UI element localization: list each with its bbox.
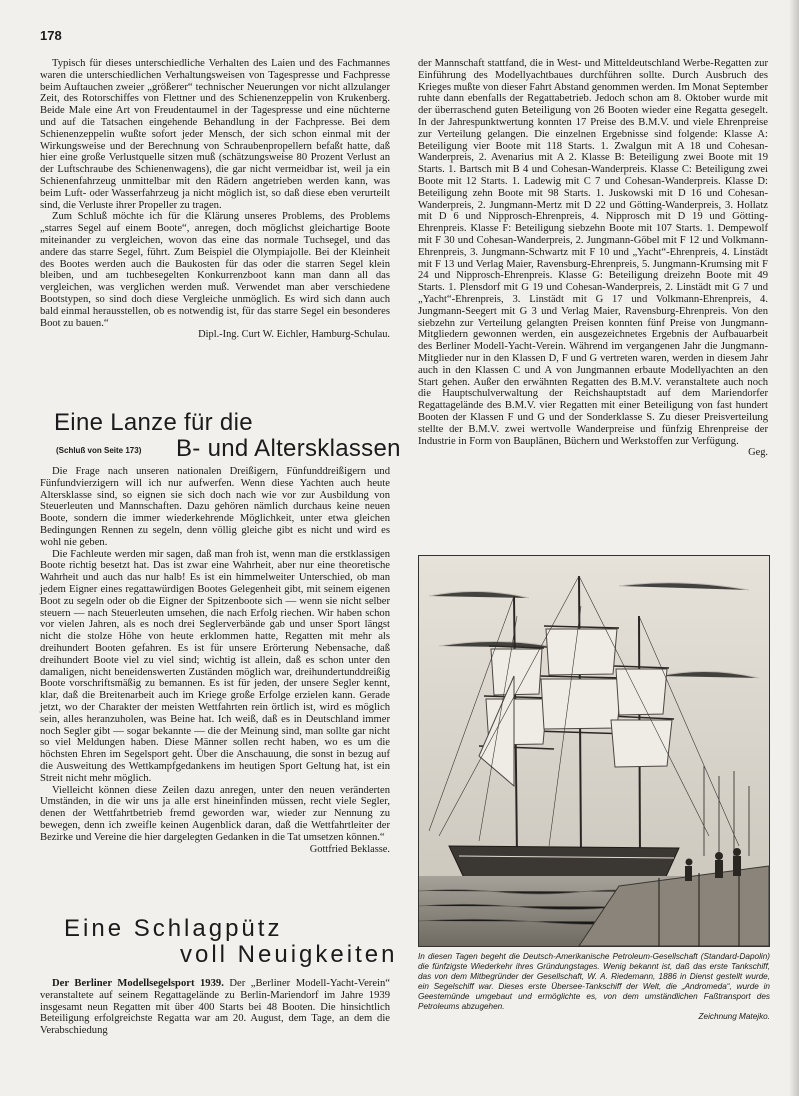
illustration-credit: Zeichnung Matejko. — [698, 1012, 770, 1021]
article-lead — [40, 978, 390, 1037]
paragraph: Die Fachleute werden mir sagen, daß man froh ist, wenn man die erstklassigen Boote richtig besetzt hat. Das ist zwar eine Wahrheit, aber nur eine theoretische Wahrheit und auch das nur halb! Es ist ein himmelweiter Unterschied, ob man jedem Eigner eines regattawürdigen Bootes Gelegenheit gibt, mit seinem eigenen Boot zu segeln oder ob die Eigner der Spitzenboote sich — wenn sie nicht selber steuern — nach Steuerleuten umsehen, die nach Erfolg riechen. Wir haben schon vor vielen Jahren, als es noch drei Seglerverbände gab und unser Sport längst nicht die stolze Höhe von heute erklommen hatte, Regatten mit mehr als dreihundert Booten gefahren. Es ist für unsere Erörterung Nebensache, daß dreihundert Boote viel zu viel sind; wichtig ist allein, daß es schon unter den damaligen, nicht beneidenswerten Zuständen möglich war, dreihundertunddreißig Boote vorschriftsmäßig zu bemannen. Es ist für jeden, der unsere Segler kennt, klar, daß die Breitenarbeit auch im Kriege große Erfolge erzielen kann. Gerade jetzt, wo der Charakter der meisten Wettfahrten rein örtlich ist, wird es möglich sein, alles heranzuholen, was Beine hat. Ich weiß, daß es in Deutschland immer noch Segler gibt — sogar bekannte — die der Meinung sind, man sollte gar nicht so viel Meldungen haben. Diese Männer sollen recht haben, wo es um die höchsten Ehren im Segelsport geht. Über die Anschauung, die sonst in bezug auf die Ausweitung des Wettkampfgedankens im heutigen Sport Geltung hat, ist ein Streit nicht mehr möglich. — [40, 548, 390, 784]
sailing-ship-drawing — [419, 556, 769, 946]
article-title-line-1: Eine Lanze für die — [54, 409, 253, 436]
paragraph: Die Frage nach unseren nationalen Dreißigern, Fünfunddreißigern und Fünfundvierzigern will ich nur aufwerfen. Wenn diese Yachten auch heute Altersklasse sind, so eignen sie sich doch nach wie vor zur Ausbildung von Steuerleuten und Mannschaften. Dazu gehören nämlich durchaus keine neuen Boote, sondern die immer wiederkehrende Möglichkeit, unter etwa gleichen Bedingungen Rennen zu segeln, denn völlig gleiche gibt es nicht und wird es wohl nie geben. — [40, 466, 390, 548]
article-title-line-2: B- und Altersklassen — [176, 435, 401, 462]
author-signature: Geg. — [748, 447, 768, 459]
right-column — [418, 58, 768, 459]
article-title-line-2: voll Neuigkeiten — [180, 941, 398, 968]
article-title-line-1: Eine Schlagpütz — [64, 915, 283, 942]
figure-caption — [418, 952, 770, 1022]
left-column-intro — [40, 58, 390, 341]
author-signature: Gottfried Beklasse. — [309, 843, 390, 855]
paragraph: Zum Schluß möchte ich für die Klärung unseres Problems, des Problems „starres Segel auf einem Boote“, anregen, doch möglichst gleichartige Boote miteinander zu vergleichen, wovon das eine das normale Tuchsegel, und das andere das starre Segel, führt. Zum Beispiel die Olympiajolle. Bei der Kleinheit des Bootes werden auch die Baukosten für das oder die starren Segel klein bleiben, und am tuchbesegelten Konkurrenzboot kann man dann all das vergleichen, was verglichen werden muß. Verwendet man aber verschiedene Bootstypen, so sind doch diese Vergleiche unmöglich. Es wird sich dann auch bald einmal herausstellen, ob es notwendig ist, für das starre Segel ein besonderes Boot zu bauen.“ — [40, 211, 390, 329]
paragraph: Vielleicht können diese Zeilen dazu anregen, unter den neuen veränderten Umständen, in die wir uns ja alle erst hineinfinden müssen, recht viele Segler, denen der Wettfahrtbetrieb fremd geworden war, wieder zur Nennung zu bewegen, denn ich zweifle keinen Augenblick daran, daß die Wettfahrtleiter der Bezirke und Vereine die hier dargelegten Gedanken in die Tat umsetzen können.“ — [40, 784, 390, 843]
article-body — [40, 466, 390, 855]
paragraph: der Mannschaft stattfand, die in West- und Mitteldeutschland Werbe-Regatten zur Einführung des Modellyachtbaues durchführen sollte. Durch Ausbruch des Krieges mußte von dieser Fahrt Abstand genommen werden. Im Monat September ruhte dann ebenfalls der Regattabetrieb. Jedoch schon am 8. Oktober wurde mit der überraschend guten Beteiligung von 26 Booten wieder eine Regatta gesegelt. In der Jahrespunktwertung konnten 17 Preise des B.M.V. und viele Ehrenpreise zur Verteilung gelangen. Die einzelnen Ergebnisse sind folgende: Klasse A: Beteiligung vier Boote mit 118 Starts. 1. Zwalgun mit A 18 und Cohesan-Wanderpreis, 2. Avenarius mit A 2. Klasse B: Beteiligung zwei Boote mit 19 Starts. 1. Bartsch mit B 4 und Cohesan-Wanderpreis. Klasse C: Beteiligung zwei Boote mit 12 Starts. 1. Ladewig mit C 7 und Cohesan-Wanderpreis. Klasse D: Beteiligung zehn Boote mit 98 Starts. 1. Juskowski mit D 16 und Cohesan-Wanderpreis, 2. Jungmann-Mertz mit D 22 und Götting-Wanderpreis, 3. Hollatz mit D 6 und Nipprosch-Ehrenpreis, 4. Nipprosch mit D 19 und Götting-Ehrenpreis. Klasse F: Beteiligung siebzehn Boote mit 107 Starts. 1. Dempewolf mit F 30 und Cohesan-Wanderpreis, 2. Jungmann-Göbel mit F 12 und Volkmann-Ehrenpreis, 3. Jungmann-Schwartz mit F 10 und „Yacht“-Ehrenpreis, 4. Linstädt mit F 13 und Verlag Maier, Ravensburg-Ehrenpreis, 5. Jungmann-Krumsing mit F 24 und Nipprosch-Ehrenpreis. Klasse G: Beteiligung dreizehn Boote mit 49 Starts. 1. Plensdorf mit G 19 und Cohesan-Wanderpreis, 2. Linstädt mit G 7 und „Yacht“-Ehrenpreis, 3. Linstädt mit G 17 und Volkmann-Ehrenpreis, 4. Jungmann-Seegert mit G 3 und Verlag Maier, Ravensburg-Ehrenpreis. Von den siebzehn zur Verteilung gelangten Preisen konnten fünf Preise von Jungmann-Mitgliedern gewonnen werden, ein ausgezeichnetes Ergebnis der Aufbauarbeit des Berliner Modell-Yacht-Verein. Während im vergangenen Jahr die Jungmann-Mitglieder nur in den Klassen D, F und G vertreten waren, werden in diesem Jahr auch in den Klassen C und A von Jungmannen erbaute Modellyachten an den Start gehen. Außer den erwähnten Regatten des B.M.V. veranstaltete auch noch die Hauptschulverwaltung der Reichshauptstadt auf dem Mariendorfer Regattagelände des B.M.V. vier Regatten mit einer Beteiligung von fast hundert Booten der Klassen F und G und der Sonderklasse S. Zu dieser Preisverteilung stellte der B.M.V. zwei wertvolle Wanderpreise und fünfzig Ehrenpreise der Industrie in Form von Bauplänen, Büchern und Werkstoffen zur Verfügung. — [418, 58, 768, 447]
author-signature: Dipl.-Ing. Curt W. Eichler, Hamburg-Schulau. — [198, 329, 390, 341]
continuation-note: (Schluß von Seite 173) — [56, 446, 142, 455]
paragraph: Typisch für dieses unterschiedliche Verhalten des Laien und des Fachmannes waren die unterschiedlichen Verhaltungsweisen von Tagespresse und Fachpresse beim Auftauchen zweier „größerer“ technischer Neuerungen vor nicht allzulanger Zeit, des Rotorschiffes von Flettner und des Schienenzeppelin von Krukenberg. Beide Male eine Art von Freudentaumel in der Tagespresse und eine nüchterne und auf die Tatsachen eingehende Behandlung in der Fachpresse. Bei dem Schienenzeppelin wußte sofort jeder Mensch, der sich schon einmal mit der Wirkungsweise und der Berechnung von Schraubenpropellern befaßt hatte, daß hier eine große Verlustquelle sitzen muß (schätzungsweise 80 Prozent Verlust an der Luftschraube des Schienenwagens), die gar nicht vermeidbar ist, weil ja ein Schienenfahrzeug unmittelbar mit den Rädern angetrieben werden kann, was beim Luft- oder Wasserfahrzeug ja nicht möglich ist, so daß diese eben verurteilt sind, die Verluste ihrer Propeller zu tragen. — [40, 58, 390, 211]
ship-illustration — [418, 555, 770, 947]
caption-text: In diesen Tagen begeht die Deutsch-Amerikanische Petroleum-Gesellschaft (Standard-Dapolin) die fünfzigste Wiederkehr ihres Gründungstages. Wenig bekannt ist, daß das erste Tankschiff, das von dem Mitbegründer der Gesellschaft, W. A. Riedemann, 1886 in Dienst gestellt wurde, ein Segelschiff war. Dieses erste Übersee-Tankschiff der Welt, die „Andromeda“, wurde in Geestemünde umgebaut und ermöglichte es, von dem umständlichen Faßtransport des Petroleums abzugehen. — [418, 952, 770, 1011]
page-number: 178 — [40, 28, 62, 43]
lead-heading: Der Berliner Modellsegelsport 1939. — [52, 978, 224, 989]
page-edge-shadow — [789, 0, 799, 1096]
lead-text: Der „Berliner Modell-Yacht-Verein“ veranstaltete auf seinem Regattagelände zu Berlin-Mariendorf im Jahre 1939 insgesamt neun Regatten mit über 400 Starts bei 48 Booten. Die hinsichtlich Beteiligung erfolgreichste Regatta war am 20. August, dem Tage, an dem die Verabschiedung — [40, 978, 390, 1037]
